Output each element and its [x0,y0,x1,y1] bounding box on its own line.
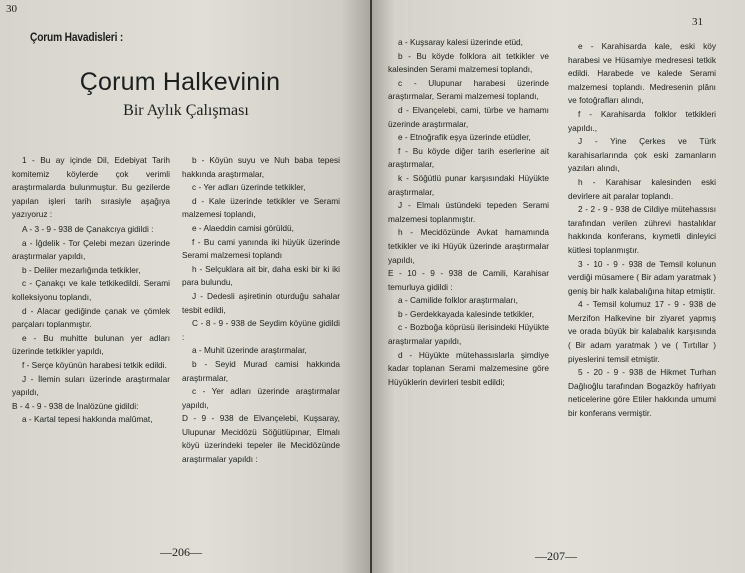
page-number-top-right: 31 [692,16,703,28]
section-heading: Çorum Havadisleri : [30,30,124,44]
paragraph: e - Etnoğrafik eşya üzerinde etüdler, [398,132,531,143]
paragraph: b - Seyid Murad camisi hakkında araştırmalar, [182,358,340,383]
paragraph: d - Alacar gediğinde çanak ve çömlek parçaları toplanmıştır. [12,305,170,330]
paragraph: e - Karahisarda kale, eski köy harabesi ve Hüsamiye medresesi tetkik edildi. Harabede ve kalede Serami malzemesi toplandı. Medresenin plânı ve fotoğrafları alındı, [568,41,716,106]
paragraph: a - Muhit üzerinde araştırmalar, [192,345,307,356]
text-column-3 [388,36,549,389]
paragraph: J - Dedesli aşiretinin oturduğu sahalar tesbit edildi, [182,290,340,315]
paragraph: c - Yer adları üzerinde araştırmalar yapıldı, [182,386,340,410]
paragraph: 5 - 20 - 9 - 938 de Hikmet Turhan Dağlıoğlu tarafından Bogazköy hafriyatı neticelerine göre Etiler hakkında umumi bir konferans vermiştir. [568,367,716,419]
paragraph: a - İğdelik - Tor Çelebi mezarı üzerinde araştırmalar yapıldı, [12,237,170,262]
paragraph: 3 - 10 - 9 - 938 de Temsil kolunun verdiği müsamere ( Bir adam yaratmak ) geniş bir halk kalabalığına hitap etmiştir. [568,258,717,296]
page-number-top-left: 30 [6,3,17,15]
page-number-bottom-right: —207— [535,549,577,563]
article-title: Çorum Halkevinin [79,68,281,96]
paragraph: k - Söğütlü punar karşısındaki Hüyükte araştırmalar, [388,172,549,197]
page-number-bottom-left: —206— [160,545,202,559]
text-column-2 [182,154,340,467]
paragraph: f - Bu cami yanında iki hüyük üzerinde Serami malzemesi toplandı [182,236,340,261]
paragraph: h - Karahisar kalesinden eski devirlere ait paralar toplandı. [568,176,716,201]
paragraph: a - Kartal tepesi hakkında malûmat, [22,414,153,425]
paragraph: J - İlemin suları üzerinde araştırmalar yapıldı, [12,373,170,398]
paragraph: c - Bozboğa köprüsü ilerisindeki Hüyükte araştırmalar yapıldı, [388,322,549,347]
paragraph: c - Ulupunar harabesi üzerinde araştırmalar, Serami malzemesi toplandı, [388,77,549,102]
paragraph: a - Kuşsaray kalesi üzerinde etüd, [398,37,523,47]
paragraph: f - Serçe köyünün harabesi tetkik edildi. [22,359,167,370]
paragraph: D - 9 - 938 de Elvançelebi, Kuşsaray, Ulupunar Mecidözü Söğütlüpınar, Elmalı köyü üzerindeki tepeler ile Mecidözünde araştırmalar yapıldı : [182,413,340,465]
paragraph: b - Deliler mezarlığında tetkikler, [22,264,141,275]
paragraph: 4 - Temsil kolumuz 17 - 9 - 938 de Merzifon Halkevine bir ziyaret yapmış ve orada büyük bir kalabalık karşısında ( Bir adam yaratmak ) ve ( Tırtıllar ) piyeslerini temsil etmiştir. [568,299,716,364]
paragraph: h - Selçuklara ait bir, daha eski bir ki iki para bulundu, [182,263,340,288]
paragraph: a - Camilide folklor araştırmaları, [398,295,518,306]
paragraph: f - Karahisarda folklor tetkikleri yapıldı., [568,108,716,133]
paragraph: c - Çanakçı ve kale tetkikedildi. Serami kolleksiyonu toplandı, [12,278,170,302]
paragraph: d - Kale üzerinde tetkikler ve Serami malzemesi toplandı, [182,195,340,220]
text-column-1 [12,154,170,427]
paragraph: b - Gerdekkayada kalesinde tetkikler, [398,308,535,319]
paragraph: C - 8 - 9 - 938 de Seydim köyüne gidildi : [182,318,340,342]
paragraph: e - Alaeddin camisi görüldü, [192,222,294,233]
paragraph: b - Köyün suyu ve Nuh baba tepesi hakkında araştırmalar, [182,155,340,179]
paragraph: d - Elvançelebi, cami, türbe ve hamamı üzerinde araştırmalar, [388,104,549,129]
left-page [0,0,370,573]
paragraph: J - Yine Çerkes ve Türk karahisarlarında çok eski zamanların yazıları alındı, [568,136,716,174]
right-page [372,0,745,573]
paragraph: 1 - Bu ay içinde Dil, Edebiyat Tarih komitemiz köylerde çok verimli araştırmalarda bulunmuştur. Bu gezilerde yapılan işleri tarih sırasiyle aşağıya yazıyoruz : [12,155,170,220]
paragraph: E - 10 - 9 - 938 de Camili, Karahisar temurluya gidildi : [388,268,549,292]
paragraph: A - 3 - 9 - 938 de Çanakcıya gidildi : [22,223,154,234]
paragraph: d - Hüyükte mütehassıslarla şimdiye kadar toplanan Serami malzemesine göre Hüyüklerin devirleri tesbit edildi; [388,349,549,387]
text-column-4 [568,40,716,421]
article-subtitle: Bir Aylık Çalışması [123,102,249,119]
paragraph: B - 4 - 9 - 938 de İnalözüne gidildi: [12,400,139,411]
paragraph: e - Bu muhitte bulunan yer adları üzerinde tetkikler yapıldı, [12,332,170,357]
paragraph: f - Bu köyde diğer tarih eserlerine ait araştırmalar, [388,145,549,170]
paragraph: b - Bu köyde folklora ait tetkikler ve kalesinden Serami malzemesi toplandı, [388,50,549,75]
paragraph: 2 - 2 - 9 - 938 de Cildiye mütehassısı tarafından verilen zührevi hastalıklar hakkında konferans, kıymetli dinleyici kütlesi toplanmıştır. [568,204,716,255]
paragraph: c - Yer adları üzerinde tetkikler, [192,182,306,193]
paragraph: h - Mecidözünde Avkat hamamında tetkikler ve iki Hüyük üzerinde araştırmalar yapıldı, [388,227,549,265]
paragraph: J - Elmalı üstündeki tepeden Serami malzemesi toplanmıştır. [388,200,549,224]
